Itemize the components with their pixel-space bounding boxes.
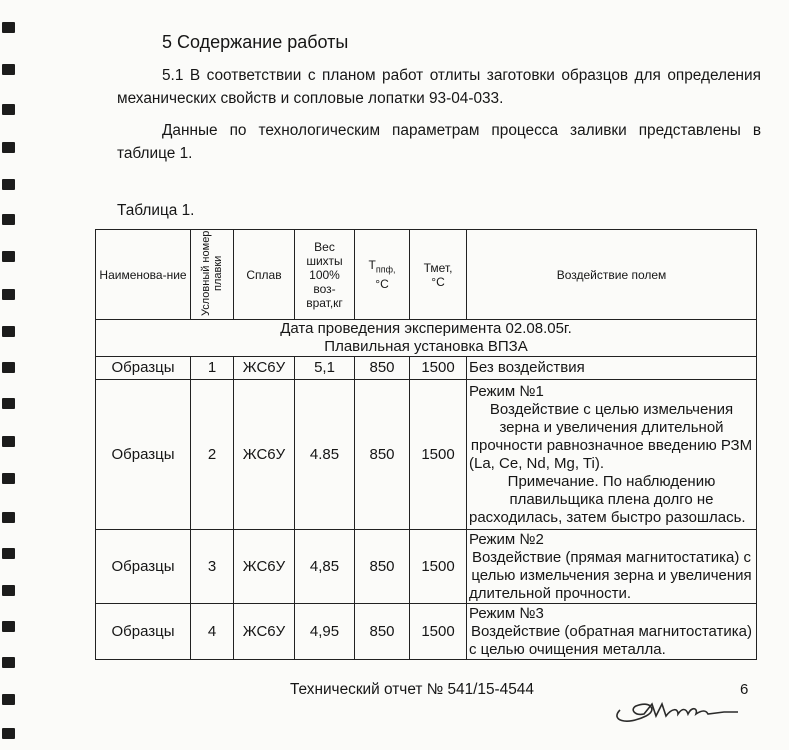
report-footer: Технический отчет № 541/15-4544 <box>290 681 534 698</box>
cell-effect: Без воздействия <box>467 357 757 380</box>
experiment-group-header: Дата проведения эксперимента 02.08.05г. Плавильная установка ВПЗА <box>96 320 757 357</box>
cell-effect: Режим №1 Воздействие с целью измельчения зерна и увеличения длительной прочности равнозначное введению РЗМ (La, Ce, Nd, Mg, Ti). Примечание. По наблюдению плавильщика плена долго не расходилась, затем быстро разошлась. <box>467 380 757 530</box>
casting-parameters-table <box>95 229 757 660</box>
table-caption: Таблица 1. <box>117 202 195 219</box>
cell-weight: 5,1 <box>295 357 355 380</box>
table-header-row <box>96 230 757 320</box>
cell-melt: 1 <box>191 357 234 380</box>
cell-melt: 3 <box>191 530 234 604</box>
cell-t-met: 1500 <box>410 357 467 380</box>
paragraph-5-1 <box>117 64 761 110</box>
cell-alloy: ЖС6У <box>234 380 295 530</box>
header-t-ppf: $Т_{ппф,}$ °С <box>355 230 410 320</box>
cell-weight: 4,95 <box>295 604 355 660</box>
cell-melt: 2 <box>191 380 234 530</box>
header-t-met: Тмет, °С <box>410 230 467 320</box>
table-row <box>96 530 757 604</box>
table-row <box>96 380 757 530</box>
cell-t-met: 1500 <box>410 604 467 660</box>
cell-alloy: ЖС6У <box>234 357 295 380</box>
header-alloy: Сплав <box>234 230 295 320</box>
header-melt-number: Условный номер плавки <box>191 230 234 320</box>
paragraph-text: Данные по технологическим параметрам процесса заливки представлены в таблице 1. <box>117 122 761 162</box>
cell-melt: 4 <box>191 604 234 660</box>
cell-name: Образцы <box>96 380 191 530</box>
cell-effect: Режим №2 Воздействие (прямая магнитостатика) с целью измельчения зерна и увеличения длительной прочности. <box>467 530 757 604</box>
table-row <box>96 604 757 660</box>
cell-weight: 4,85 <box>295 530 355 604</box>
paragraph-text: В соответствии с планом работ отлиты заготовки образцов для определения механических свойств и сопловые лопатки 93-04-033. <box>117 67 761 107</box>
paragraph-table-intro <box>117 119 761 165</box>
cell-name: Образцы <box>96 530 191 604</box>
section-title: 5 Содержание работы <box>162 32 349 52</box>
cell-weight: 4.85 <box>295 380 355 530</box>
paragraph-number: 5.1 <box>162 67 184 84</box>
cell-effect: Режим №3 Воздействие (обратная магнитостатика) с целью очищения металла. <box>467 604 757 660</box>
cell-alloy: ЖС6У <box>234 530 295 604</box>
signature-image <box>606 690 756 730</box>
header-name: Наименова-ние <box>96 230 191 320</box>
cell-alloy: ЖС6У <box>234 604 295 660</box>
cell-t-met: 1500 <box>410 380 467 530</box>
cell-t-ppf: 850 <box>355 530 410 604</box>
header-charge-weight: Вес шихты 100% воз-врат,кг <box>295 230 355 320</box>
table-row <box>96 357 757 380</box>
cell-t-ppf: 850 <box>355 380 410 530</box>
cell-name: Образцы <box>96 604 191 660</box>
experiment-group-row <box>96 320 757 357</box>
binding-holes <box>0 0 22 750</box>
cell-t-met: 1500 <box>410 530 467 604</box>
cell-t-ppf: 850 <box>355 604 410 660</box>
cell-name: Образцы <box>96 357 191 380</box>
header-field-effect: Воздействие полем <box>467 230 757 320</box>
page-number: 6 <box>740 681 749 698</box>
cell-t-ppf: 850 <box>355 357 410 380</box>
